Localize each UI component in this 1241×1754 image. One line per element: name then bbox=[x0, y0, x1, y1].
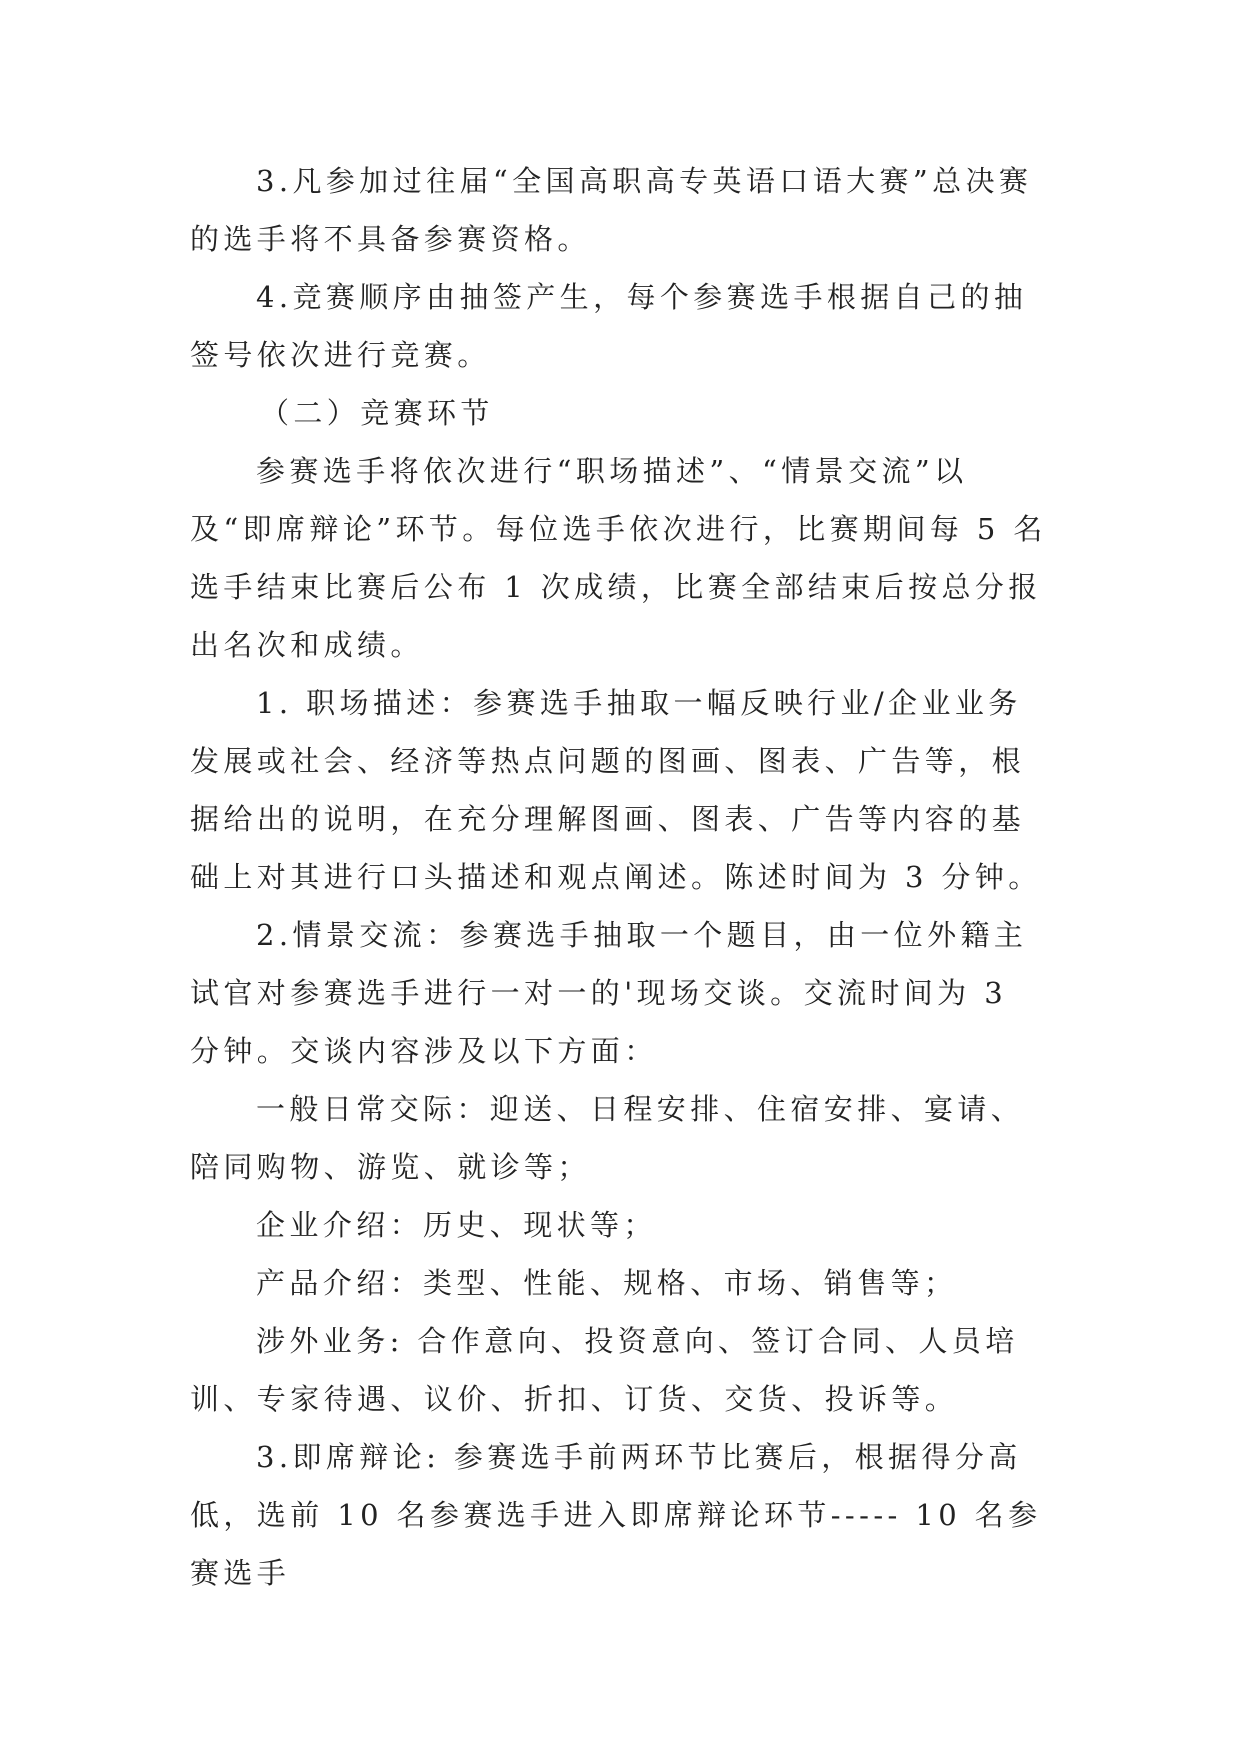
paragraph-impromptu-debate: 3.即席辩论: 参赛选手前两环节比赛后，根据得分高低，选前 10 名参赛选手进入即席辩论环节----- 10 名参赛选手 bbox=[190, 1440, 1042, 1590]
paragraph-workplace-description: 1. 职场描述：参赛选手抽取一幅反映行业/企业业务发展或社会、经济等热点问题的图画、图表、广告等，根据给出的说明，在充分理解图画、图表、广告等内容的基础上对其进行口头描述和观点阐述。陈述时间为 3 分钟。 bbox=[190, 686, 1042, 894]
paragraph-stages-overview: 参赛选手将依次进行“职场描述”、“情景交流”以及“即席辩论”环节。每位选手依次进行，比赛期间每 5 名选手结束比赛后公布 1 次成绩，比赛全部结束后按总分报出名次和成绩。 bbox=[190, 454, 1047, 662]
paragraph-eligibility: 3.凡参加过往届“全国高职高专英语口语大赛”总决赛的选手将不具备参赛资格。 bbox=[190, 164, 1033, 256]
paragraph-situational-communication: 2.情景交流：参赛选手抽取一个题目，由一位外籍主试官对参赛选手进行一对一的'现场交谈。交流时间为 3 分钟。交谈内容涉及以下方面： bbox=[190, 918, 1028, 1068]
paragraph-daily-communication: 一般日常交际：迎送、日程安排、住宿安排、宴请、陪同购物、游览、就诊等； bbox=[190, 1092, 1025, 1184]
document-body bbox=[190, 152, 1052, 1602]
paragraph-product-introduction: 产品介绍：类型、性能、规格、市场、销售等； bbox=[256, 1266, 958, 1300]
paragraph-foreign-business: 涉外业务: 合作意向、投资意向、签订合同、人员培训、专家待遇、议价、折扣、订货、交货、投诉等。 bbox=[190, 1324, 1019, 1416]
paragraph-company-introduction: 企业介绍：历史、现状等； bbox=[256, 1208, 657, 1242]
section-heading-competition-stages: （二）竞赛环节 bbox=[260, 396, 494, 430]
paragraph-order: 4.竞赛顺序由抽签产生，每个参赛选手根据自己的抽签号依次进行竞赛。 bbox=[190, 280, 1028, 372]
